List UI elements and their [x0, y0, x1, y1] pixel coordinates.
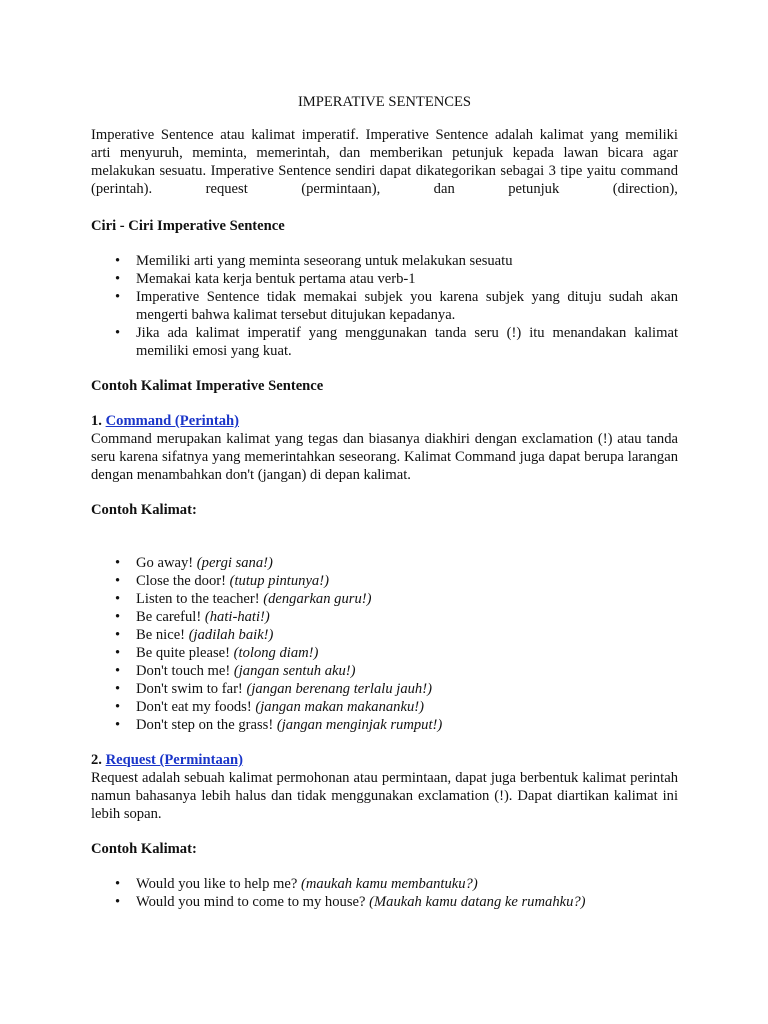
intro-line: Imperative Sentence atau kalimat imperatif. Imperative Sentence adalah kalimat yang memiliki [91, 127, 678, 143]
request-link[interactable]: Request (Permintaan) [105, 752, 244, 768]
intro-word: dan [433, 181, 455, 197]
command-heading [91, 412, 678, 430]
list-item: • Be quite please! (tolong diam!) [136, 644, 678, 662]
intro-paragraph [91, 126, 678, 198]
list-item: • Close the door! (tutup pintunya!) [136, 572, 678, 590]
intro-word: petunjuk [508, 181, 560, 197]
intro-word: request [205, 181, 248, 197]
command-description: Command merupakan kalimat yang tegas dan biasanya diakhiri dengan exclamation (!) atau tanda seru karena sifatnya yang memerintahkan seseorang. Kalimat Command juga dapat berupa larangan dengan menambahkan don't (jangan) di depan kalimat. [91, 431, 678, 483]
list-item: • Imperative Sentence tidak memakai subjek you karena subjek yang dituju sudah akan mengerti bahwa kalimat tersebut ditujukan kepadanya. [136, 288, 678, 324]
list-item: • Be careful! (hati-hati!) [136, 608, 678, 626]
ciri-heading: Ciri - Ciri Imperative Sentence [91, 218, 285, 234]
command-link[interactable]: Command (Perintah) [105, 413, 239, 429]
command-examples-label: Contoh Kalimat: [91, 502, 197, 518]
list-item: • Don't swim to far! (jangan berenang terlalu jauh!) [136, 680, 678, 698]
intro-line: arti menyuruh, meminta, memerintah, dan memberikan petunjuk kepada lawan bicara agar [91, 145, 678, 161]
list-item: • Be nice! (jadilah baik!) [136, 626, 678, 644]
command-number: 1. [91, 413, 102, 429]
ciri-list [91, 252, 678, 360]
contoh-heading: Contoh Kalimat Imperative Sentence [91, 378, 324, 394]
list-item: • Would you mind to come to my house? (Maukah kamu datang ke rumahku?) [136, 893, 678, 911]
list-item: • Memakai kata kerja bentuk pertama atau verb-1 [136, 270, 678, 288]
command-examples-list [91, 554, 678, 734]
intro-word: (direction), [612, 181, 678, 197]
request-description: Request adalah sebuah kalimat permohonan atau permintaan, dapat juga berbentuk kalimat perintah namun bahasanya lebih halus dan tidak menggunakan exclamation (!). Dapat diartikan kalimat ini lebih sopan. [91, 770, 678, 822]
list-item: • Don't step on the grass! (jangan menginjak rumput!) [136, 716, 678, 734]
list-item: • Listen to the teacher! (dengarkan guru!) [136, 590, 678, 608]
list-item: • Don't eat my foods! (jangan makan makananku!) [136, 698, 678, 716]
page-title: IMPERATIVE SENTENCES [297, 94, 472, 110]
list-item: • Memiliki arti yang meminta seseorang untuk melakukan sesuatu [136, 252, 678, 270]
intro-word: (perintah). [91, 181, 153, 197]
request-number: 2. [91, 752, 102, 768]
list-item: • Jika ada kalimat imperatif yang menggunakan tanda seru (!) itu menandakan kalimat memiliki emosi yang kuat. [136, 324, 678, 360]
request-heading [91, 751, 678, 769]
list-item: • Go away! (pergi sana!) [136, 554, 678, 572]
list-item: • Don't touch me! (jangan sentuh aku!) [136, 662, 678, 680]
intro-line-last [91, 180, 678, 198]
intro-line: melakukan sesuatu. Imperative Sentence sendiri dapat dikategorikan sebagai 3 tipe yaitu command [91, 163, 678, 179]
request-examples-label: Contoh Kalimat: [91, 841, 197, 857]
request-examples-list [91, 875, 678, 911]
list-item: • Would you like to help me? (maukah kamu membantuku?) [136, 875, 678, 893]
intro-word: (permintaan), [301, 181, 381, 197]
document-page [91, 93, 678, 911]
